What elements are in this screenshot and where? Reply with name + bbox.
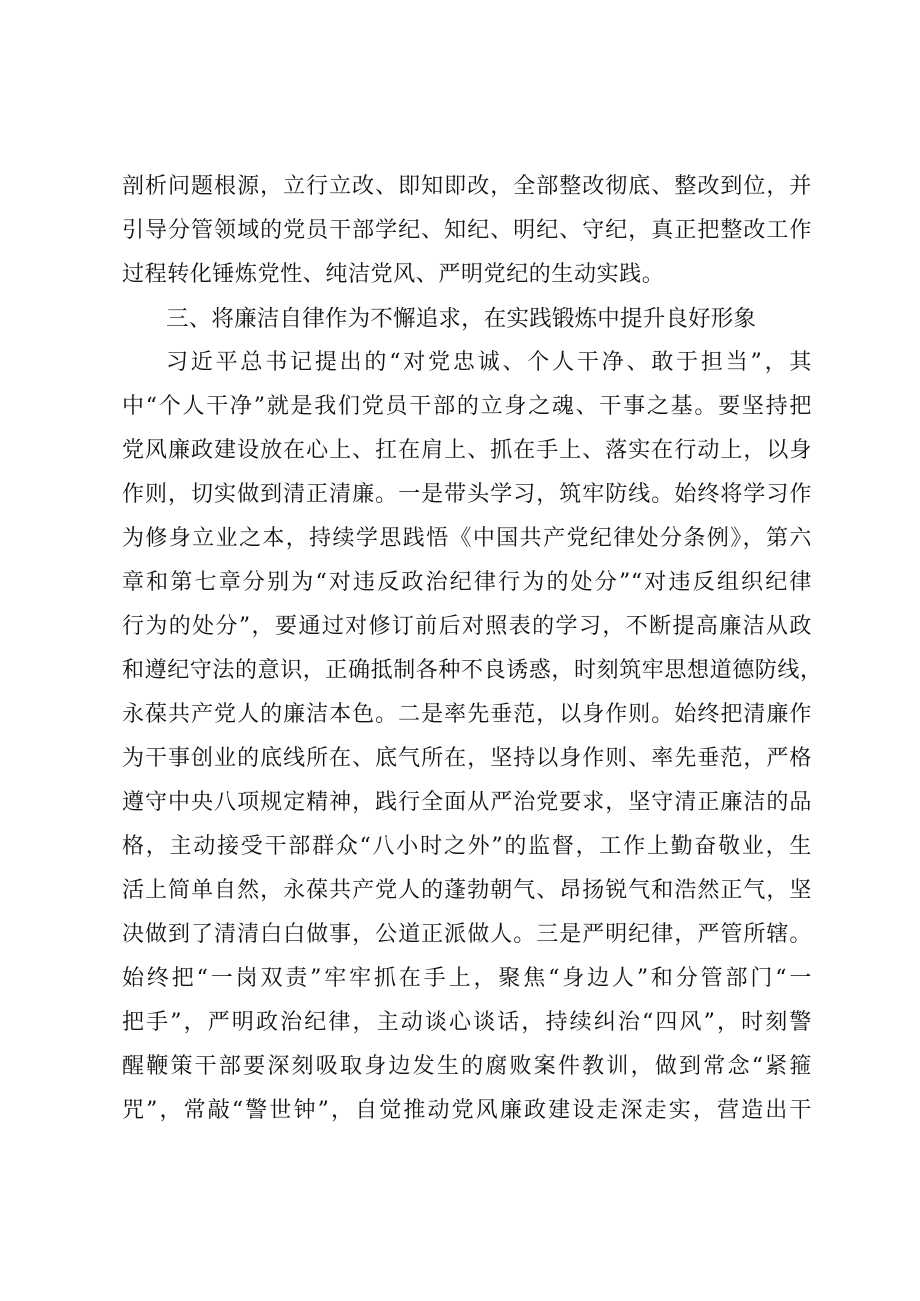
text-line: 始终把“一岗双责”牢牢抓在手上，聚焦“身边人”和分管部门“一 [122,966,812,991]
text-line: 遵守中央八项规定精神，践行全面从严治党要求，坚守清正廉洁的品 [122,790,812,815]
text-line: 引导分管领域的党员干部学纪、知纪、明纪、守纪，真正把整改工作 [122,218,812,243]
text-line: 习近平总书记提出的“对党忠诚、个人干净、敢于担当”，其 [166,350,812,375]
text-line: 决做到了清清白白做事，公道正派做人。三是严明纪律，严管所辖。 [122,922,812,947]
text-line: 咒”，常敲“警世钟”，自觉推动党风廉政建设走深走实，营造出干 [122,1098,812,1123]
text-line: 剖析问题根源，立行立改、即知即改，全部整改彻底、整改到位，并 [122,174,812,199]
paragraph-1 [122,165,812,297]
text-line: 醒鞭策干部要深刻吸取身边发生的腐败案件教训，做到常念“紧箍 [122,1054,812,1079]
text-line: 为干事创业的底线所在、底气所在，坚持以身作则、率先垂范，严格 [122,746,812,771]
document-body [122,165,823,1133]
text-line: 把手”，严明政治纪律，主动谈心谈话，持续纠治“四风”，时刻警 [122,1010,812,1035]
text-line: 作则，切实做到清正清廉。一是带头学习，筑牢防线。始终将学习作 [122,482,812,507]
text-line: 和遵纪守法的意识，正确抵制各种不良诱惑，时刻筑牢思想道德防线， [122,658,823,683]
text-line: 党风廉政建设放在心上、扛在肩上、抓在手上、落实在行动上，以身 [122,438,812,463]
text-line: 活上简单自然，永葆共产党人的蓬勃朝气、昂扬锐气和浩然正气，坚 [122,878,812,903]
paragraph-2 [122,341,823,1133]
section-heading-3: 三、将廉洁自律作为不懈追求，在实践锻炼中提升良好形象 [166,306,757,332]
text-line: 过程转化锤炼党性、纯洁党风、严明党纪的生动实践。 [122,262,665,287]
text-line: 行为的处分”，要通过对修订前后对照表的学习，不断提高廉洁从政 [122,614,812,639]
text-line: 格，主动接受干部群众“八小时之外”的监督，工作上勤奋敬业，生 [122,834,812,859]
text-line: 为修身立业之本，持续学思践悟《中国共产党纪律处分条例》，第六 [122,526,812,551]
text-line: 永葆共产党人的廉洁本色。二是率先垂范，以身作则。始终把清廉作 [122,702,812,727]
text-line: 中“个人干净”就是我们党员干部的立身之魂、干事之基。要坚持把 [122,394,812,419]
text-line: 章和第七章分别为“对违反政治纪律行为的处分”“对违反组织纪律 [122,570,812,595]
